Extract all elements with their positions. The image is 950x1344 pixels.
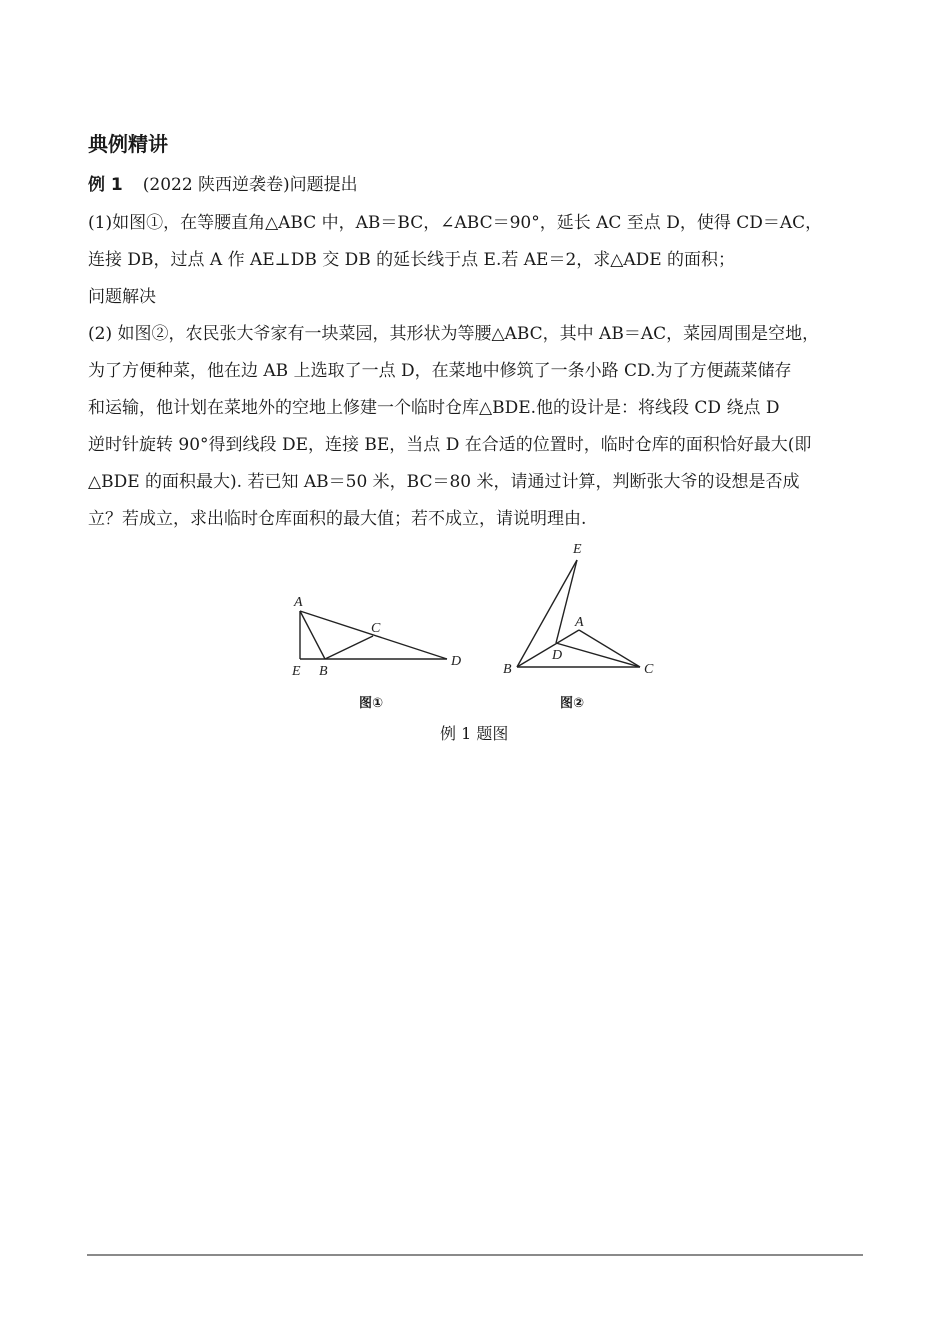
fig2-point-D: D (552, 648, 563, 663)
example-label: 例 1 (88, 175, 123, 195)
fig2-point-B: B (503, 662, 512, 677)
fig1-point-E: E (292, 664, 301, 679)
part2-line1: (2) 如图②，农民张大爷家有一块菜园，其形状为等腰△ABC，其中 AB＝AC，菜园周围是空地， (88, 324, 820, 344)
part1-line2: 连接 DB，过点 A 作 AE⊥DB 交 DB 的延长线于点 E.若 AE＝2，求△ADE 的面积； (88, 250, 736, 270)
footer-divider (87, 1254, 863, 1256)
figure-1-label: 图① (359, 696, 384, 711)
fig1-point-C: C (371, 621, 381, 636)
fig2-point-A: A (575, 615, 584, 630)
subheading-problem-solving: 问题解决 (88, 287, 156, 307)
part2-line6: 立？若成立，求出临时仓库面积的最大值；若不成立，请说明理由. (88, 509, 587, 529)
example-source: (2022 陕西逆袭卷)问题提出 (142, 175, 358, 195)
figure-caption: 例 1 题图 (440, 724, 509, 743)
figure-1 (300, 611, 447, 659)
part2-line3: 和运输，他计划在菜地外的空地上修建一个临时仓库△BDE.他的设计是：将线段 CD 绕点 D (88, 398, 780, 418)
figure-2-label: 图② (560, 696, 585, 711)
fig2-point-C: C (644, 662, 654, 677)
part2-line5: △BDE 的面积最大). 若已知 AB＝50 米，BC＝80 米，请通过计算，判断张大爷的设想是否成 (88, 472, 800, 492)
example-header (88, 174, 358, 196)
part2-line2: 为了方便种菜，他在边 AB 上选取了一点 D，在菜地中修筑了一条小路 CD.为了方便蔬菜储存 (88, 361, 792, 381)
fig1-point-A: A (294, 595, 303, 610)
section-title: 典例精讲 (88, 132, 168, 156)
figure-2 (517, 560, 640, 667)
fig1-point-D: D (451, 654, 462, 669)
fig1-point-B: B (319, 664, 328, 679)
part1-line1: (1)如图①，在等腰直角△ABC 中，AB＝BC，∠ABC＝90°，延长 AC 至点 D，使得 CD＝AC， (88, 213, 823, 233)
part2-line4: 逆时针旋转 90°得到线段 DE，连接 BE，当点 D 在合适的位置时，临时仓库的面积恰好最大(即 (88, 435, 812, 455)
fig2-point-E: E (573, 542, 582, 557)
